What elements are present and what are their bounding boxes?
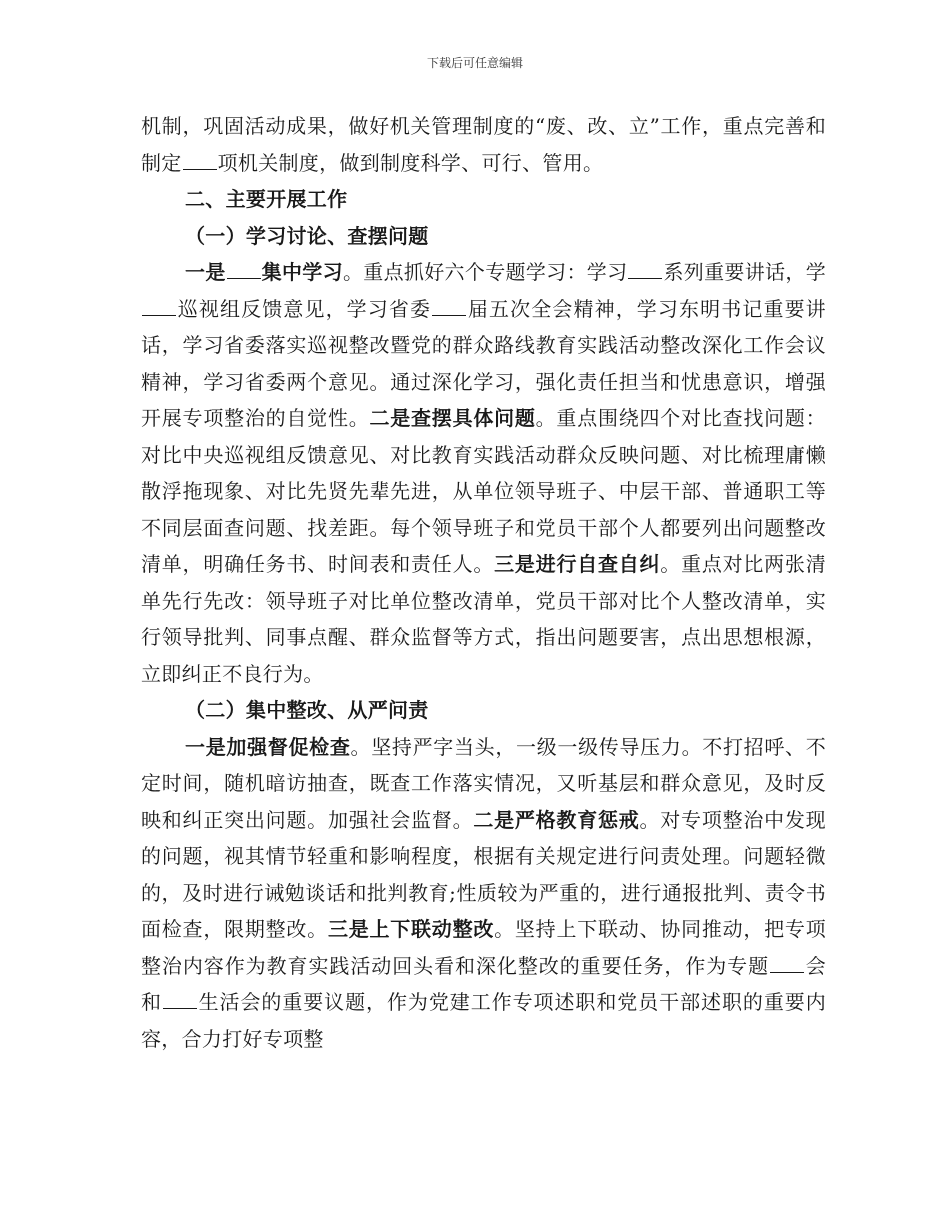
subsection-heading-1: （一）学习讨论、查摆问题	[185, 223, 429, 248]
section-heading: 二、主要开展工作	[185, 187, 348, 211]
paragraph-study	[141, 254, 826, 692]
text-run: 。重点围绕四个对比查找问题：对比中央巡视组反馈意见、对比教育实践活动群众反映问题、对比梳理庸懒散浮拖现象、对比先贤先辈先进，从单位领导班子、中层干部、普通职工等不同层面查问题、找差距。每个领导班子和党员干部个人都要列出问题整改清单，明确任务书、时间表和责任人。	[141, 406, 826, 576]
bold-run: 一是	[185, 260, 226, 284]
bold-run: 三是上下联动整改	[327, 917, 495, 941]
blank-underline	[227, 258, 261, 279]
text-run: 。重点对比两张清单先行先改：领导班子对比单位整改清单，党员干部对比个人整改清单，实行领导批判、同事点醒、群众监督等方式，指出问题要害，点出思想根源，立即纠正不良行为。	[141, 552, 826, 686]
text-run: 巡视组反馈意见，学习省委	[177, 296, 432, 321]
text-run: 机制，巩固活动成果，做好机关管理制度的“废、改、立”工作，重点完善和制定	[141, 114, 826, 175]
page-header: 下载后可任意编辑	[426, 56, 523, 70]
subsection-heading-2: （二）集中整改、从严问责	[185, 698, 429, 722]
blank-underline	[628, 258, 662, 279]
text-run: 。重点抓好六个专题学习：学习	[342, 260, 628, 284]
text-run: 生活会的重要议题，作为党建工作专项述职和党员干部述职的重要内容，合力打好专项整	[141, 990, 826, 1051]
blank-underline	[163, 988, 197, 1009]
bold-run: 二是严格教育惩戒	[473, 807, 640, 832]
bold-run: 一是加强督促检查	[185, 734, 351, 759]
text-run: 系列重要讲话，学	[663, 260, 826, 284]
bold-run: 二是查摆具体问题	[369, 406, 536, 430]
paragraph-intro	[141, 108, 826, 181]
blank-underline	[142, 295, 176, 316]
blank-underline	[183, 149, 217, 170]
bold-run: 集中学习	[261, 260, 343, 284]
text-run: 。坚持上下联动、协同推动，把专项整治内容作为教育实践活动回头看和深化整改的重要任务，作为专题	[141, 917, 826, 978]
text-run: 。坚持严字当头，一级一级传导压力。不打招呼、不定时间，随机暗访抽查，既查工作落实情况，又听基层和群众意见，及时反映和纠正突出问题。加强社会监督。	[141, 734, 827, 832]
text-run: 届五次全会精神，学习东明书记重要讲话，学习省委落实巡视整改暨党的群众路线教育实践活动整改深化工作会议精神，学习省委两个意见。通过深化学习，强化责任担当和忧患意识，增强开展专项整治的自觉性。	[141, 296, 826, 430]
text-run: 。对专项整治中发现的问题，视其情节轻重和影响程度，根据有关规定进行问责处理。问题轻微的，及时进行诫勉谈话和批判教育;性质较为严重的，进行通报批判、责令书面检查，限期整改。	[141, 807, 826, 941]
blank-underline	[432, 295, 466, 316]
bold-run: 三是进行自查自纠	[494, 552, 661, 576]
blank-underline	[770, 952, 804, 973]
paragraph-rectification	[141, 729, 826, 1058]
text-run: 项机关制度，做到制度科学、可行、管用。	[217, 150, 604, 175]
text-run: 会和	[141, 953, 826, 1014]
document-body	[141, 108, 826, 1057]
